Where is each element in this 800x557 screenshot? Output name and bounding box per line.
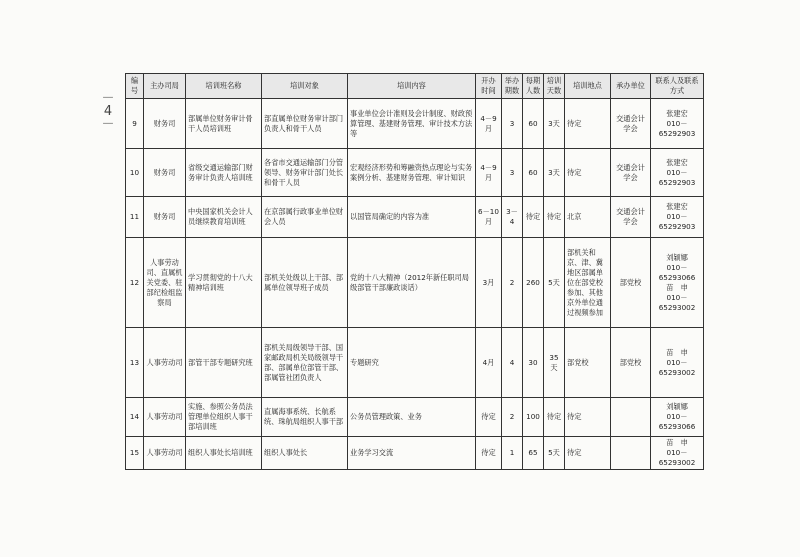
session-count: 3: [502, 149, 523, 197]
contact-info: 张建宏 010－65292903: [651, 197, 704, 238]
training-content: 事业单位会计准则及会计制度、财政预算管理、基建财务管理、审计技术方法等: [348, 99, 476, 149]
row-number: 11: [126, 197, 144, 238]
table-row: [126, 437, 704, 470]
header-target: 培训对象: [262, 74, 348, 99]
contact-info: 张建宏 010－65292903: [651, 149, 704, 197]
table-row: [126, 238, 704, 328]
training-location: 北京: [565, 197, 611, 238]
organizer: [611, 398, 651, 437]
training-target: 部机关局级领导干部、国家邮政局机关局级领导干部、部属单位部管干部、部属管社团负责人: [262, 328, 348, 398]
course-name: 实施、参照公务员法管理单位组织人事干部培训班: [186, 398, 262, 437]
row-number: 15: [126, 437, 144, 470]
organizer: 部党校: [611, 238, 651, 328]
table-row: [126, 197, 704, 238]
host-department: 人事劳动司: [144, 328, 186, 398]
host-department: 财务司: [144, 197, 186, 238]
training-target: 各省市交通运输部门分管领导、财务审计部门处长和骨干人员: [262, 149, 348, 197]
training-target: 直属海事系统、长航系统、珠航局组织人事干部: [262, 398, 348, 437]
training-content: 宏观经济形势和筹融资热点理论与实务案例分析、基建财务管理、审计知识: [348, 149, 476, 197]
training-target: 部机关处级以上干部、部属单位领导班子成员: [262, 238, 348, 328]
training-days: 3天: [544, 99, 565, 149]
contact-info: 刘颖娜 010－65293066: [651, 398, 704, 437]
header-sessions: 举办期数: [502, 74, 523, 99]
training-location: 部党校: [565, 328, 611, 398]
table-row: [126, 398, 704, 437]
host-department: 人事劳动司、直属机关党委、驻部纪检组监察局: [144, 238, 186, 328]
training-target: 部直属单位财务审计部门负责人和骨干人员: [262, 99, 348, 149]
course-name: 部属单位财务审计骨干人员培训班: [186, 99, 262, 149]
header-organizer: 承办单位: [611, 74, 651, 99]
organizer: [611, 437, 651, 470]
session-count: 3: [502, 99, 523, 149]
session-count: 2: [502, 238, 523, 328]
session-count: 3－4: [502, 197, 523, 238]
header-contact: 联系人及联系方式: [651, 74, 704, 99]
training-location: 待定: [565, 398, 611, 437]
course-name: 省级交通运输部门财务审计负责人培训班: [186, 149, 262, 197]
organizer: 交通会计学会: [611, 197, 651, 238]
training-content: 党的十八大精神（2012年新任职司局级部管干部廉政谈话）: [348, 238, 476, 328]
session-count: 2: [502, 398, 523, 437]
training-location: 待定: [565, 99, 611, 149]
page-number: －4－: [101, 91, 115, 132]
people-per-session: 100: [523, 398, 544, 437]
training-content: 专题研究: [348, 328, 476, 398]
host-department: 人事劳动司: [144, 398, 186, 437]
start-time: 4－9月: [476, 149, 502, 197]
training-days: 5天: [544, 437, 565, 470]
row-number: 12: [126, 238, 144, 328]
people-per-session: 30: [523, 328, 544, 398]
start-time: 待定: [476, 437, 502, 470]
training-location: 待定: [565, 437, 611, 470]
people-per-session: 260: [523, 238, 544, 328]
course-name: 中央国家机关会计人员继续教育培训班: [186, 197, 262, 238]
training-target: 组织人事处长: [262, 437, 348, 470]
header-name: 培训班名称: [186, 74, 262, 99]
start-time: 4月: [476, 328, 502, 398]
row-number: 9: [126, 99, 144, 149]
table-header-row: [126, 74, 704, 99]
row-number: 10: [126, 149, 144, 197]
start-time: 3月: [476, 238, 502, 328]
host-department: 人事劳动司: [144, 437, 186, 470]
training-days: 5天: [544, 238, 565, 328]
training-plan-table: [125, 73, 704, 470]
header-days: 培训天数: [544, 74, 565, 99]
header-no: 编号: [126, 74, 144, 99]
contact-info: 苗 申 010－65293002: [651, 437, 704, 470]
training-days: 待定: [544, 197, 565, 238]
header-time: 开办时间: [476, 74, 502, 99]
people-per-session: 60: [523, 149, 544, 197]
contact-info: 张建宏 010－65292903: [651, 99, 704, 149]
host-department: 财务司: [144, 149, 186, 197]
header-people: 每期人数: [523, 74, 544, 99]
training-days: 待定: [544, 398, 565, 437]
training-location: 待定: [565, 149, 611, 197]
training-content: 业务学习交流: [348, 437, 476, 470]
session-count: 1: [502, 437, 523, 470]
people-per-session: 65: [523, 437, 544, 470]
training-content: 公务员管理政策、业务: [348, 398, 476, 437]
course-name: 部管干部专题研究班: [186, 328, 262, 398]
row-number: 14: [126, 398, 144, 437]
table-row: [126, 328, 704, 398]
organizer: 交通会计学会: [611, 99, 651, 149]
course-name: 组织人事处长培训班: [186, 437, 262, 470]
start-time: 6－10月: [476, 197, 502, 238]
organizer: 交通会计学会: [611, 149, 651, 197]
row-number: 13: [126, 328, 144, 398]
organizer: 部党校: [611, 328, 651, 398]
training-days: 3天: [544, 149, 565, 197]
contact-info: 苗 申 010－65293002: [651, 328, 704, 398]
header-host: 主办司局: [144, 74, 186, 99]
host-department: 财务司: [144, 99, 186, 149]
training-location: 部机关和京、津、冀地区部属单位在部党校参加、其他京外单位通过视频参加: [565, 238, 611, 328]
session-count: 4: [502, 328, 523, 398]
people-per-session: 待定: [523, 197, 544, 238]
training-content: 以国管局确定的内容为准: [348, 197, 476, 238]
course-name: 学习贯彻党的十八大精神培训班: [186, 238, 262, 328]
training-target: 在京部属行政事业单位财会人员: [262, 197, 348, 238]
training-days: 35天: [544, 328, 565, 398]
start-time: 待定: [476, 398, 502, 437]
start-time: 4－9月: [476, 99, 502, 149]
header-location: 培训地点: [565, 74, 611, 99]
contact-info: 刘颖娜 010－65293066 苗 申 010－65293002: [651, 238, 704, 328]
header-content: 培训内容: [348, 74, 476, 99]
people-per-session: 60: [523, 99, 544, 149]
table-row: [126, 99, 704, 149]
table-row: [126, 149, 704, 197]
